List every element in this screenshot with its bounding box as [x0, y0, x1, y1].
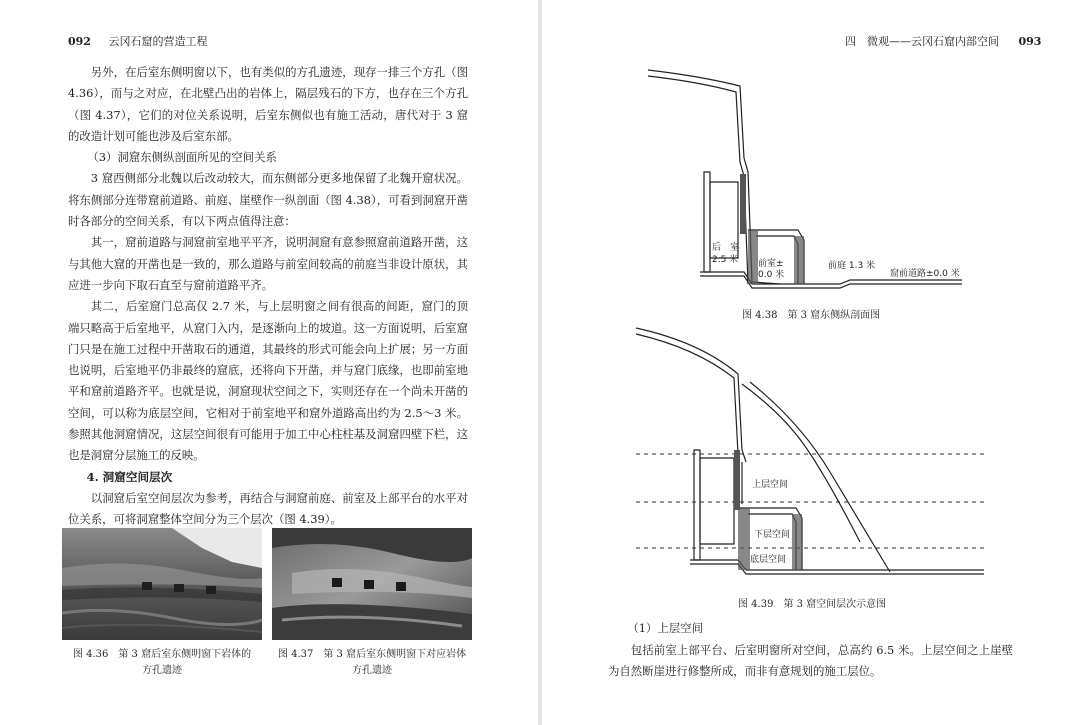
label-front-height: 0.0 米	[758, 270, 785, 280]
section-heading: 4. 洞窟空间层次	[86, 469, 173, 484]
label-road: 窟前道路±0.0 米	[890, 269, 960, 279]
figure-4-38-section	[640, 62, 970, 302]
label-upper-space: 上层空间	[752, 480, 789, 490]
right-page-number: 093	[1018, 35, 1042, 48]
left-running-header	[68, 33, 207, 49]
left-body-text	[68, 62, 468, 531]
photo-fig-4-36	[62, 528, 262, 640]
caption-fig-4-37: 图 4.37 第 3 窟后室东侧明窗下对应岩体 方孔遗迹	[277, 649, 467, 676]
right-body-text	[608, 618, 1013, 683]
paragraph: 包括前室上部平台、后室明窗所对空间，总高约 6.5 米。上层空间之上崖壁为自然断崖进行修整所成，而非有意规划的施工层位。	[608, 642, 1013, 678]
caption-fig-4-39: 图 4.39 第 3 窟空间层次示意图	[738, 599, 887, 610]
paragraph: 以洞窟后室空间层次为参考，再结合与洞窟前庭、前室及上部平台的水平对位关系，可将洞窟整体空间分为三个层次（图 4.39）。	[68, 490, 468, 527]
left-page	[0, 0, 539, 725]
label-bottom-space: 底层空间	[750, 555, 787, 565]
book-title: 云冈石窟的营造工程	[108, 35, 208, 48]
chapter-title: 四 微观——云冈石窟内部空间	[845, 35, 999, 48]
caption-fig-4-36: 图 4.36 第 3 窟后室东侧明窗下岩体的 方孔遗迹	[72, 649, 252, 676]
label-rear-height: 2.5 米	[712, 255, 739, 265]
right-running-header	[845, 33, 1041, 49]
paragraph: 其一，窟前道路与洞窟前室地平平齐，说明洞窟有意参照窟前道路开凿，这与其他大窟的开凿也是一致的，那么道路与前室间较高的前庭当非设计原状，其应进一步向下取石直至与窟前道路平齐。	[68, 235, 468, 292]
caption-fig-4-38: 图 4.38 第 3 窟东侧纵剖面图	[742, 310, 881, 321]
subheading-upper-space: （1）上层空间	[627, 621, 703, 635]
section-subheading: （3）洞窟东侧纵剖面所见的空间关系	[87, 150, 277, 165]
figure-4-39-layers	[630, 322, 990, 584]
paragraph: 另外，在后室东侧明窗以下，也有类似的方孔遗迹，现存一排三个方孔（图 4.36），而与之对应，在北壁凸出的岩体上，隔层残石的下方，也存在三个方孔（图 4.37），它们的对位关系说明，后室东侧似也有施工活动，唐代对于 3 窟的改造计划可能也涉及后室东部。	[68, 65, 468, 143]
paragraph: 3 窟西侧部分北魏以后改动较大，而东侧部分更多地保留了北魏开窟状况。将东侧部分连带窟前道路、前庭、崖壁作一纵剖面（图 4.38），可看到洞窟开凿时各部分的空间关系，有以下两点值得注意：	[68, 171, 468, 229]
label-rear-chamber: 后 室	[712, 243, 740, 253]
label-forecourt: 前庭 1.3 米	[828, 261, 876, 271]
label-front-chamber: 前室±	[758, 259, 784, 269]
paragraph: 其二，后室窟门总高仅 2.7 米，与上层明窗之间有很高的间距，窟门的顶端只略高于后室地平，从窟门入内，是逐渐向上的坡道。这一方面说明，后室窟门只是在施工过程中开凿取石的通道，其最终的形式可能会向上扩展；另一方面也说明，后室地平仍非最终的窟底，还将向下开凿，并与窟门底缘，也即前室地平和窟前道路齐平。也就是说，洞窟现状空间之下，实则还存在一个尚未开凿的空间，可以称为底层空间，它相对于前室地平和窟外道路高出约为 2.5～3 米。参照其他洞窟情况，这层空间很有可能用于加工中心柱柱基及洞窟四壁下栏，这也是洞窟分层施工的反映。	[68, 299, 468, 463]
left-page-number: 092	[68, 35, 91, 48]
photo-fig-4-37	[272, 528, 472, 640]
label-lower-space: 下层空间	[754, 530, 791, 540]
